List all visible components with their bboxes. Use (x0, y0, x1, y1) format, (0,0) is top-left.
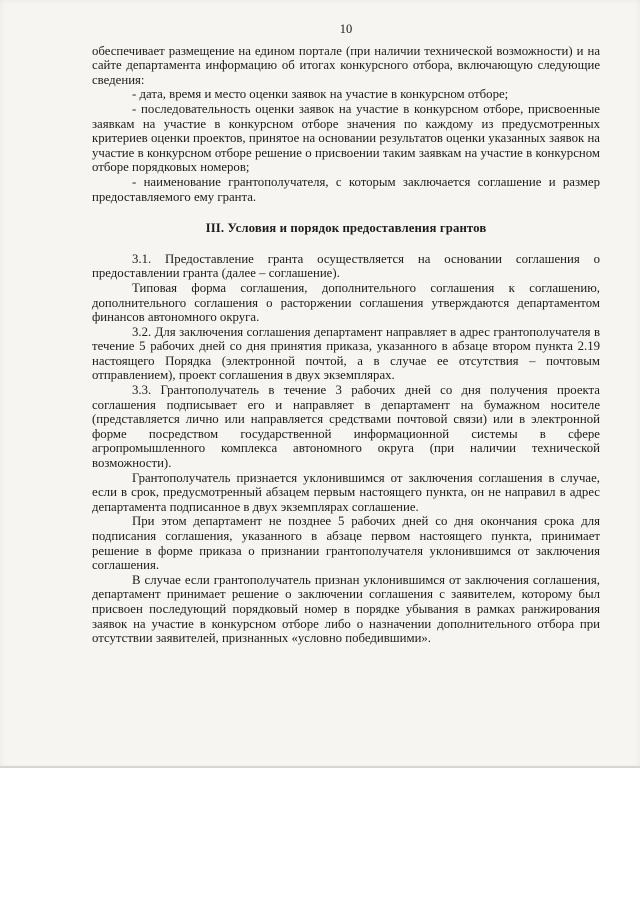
paragraph-evasion: Грантополучатель признается уклонившимся от заключения соглашения в случае, если в срок, предусмотренный абзацем первым настоящего пункта, он не направил в адрес департамента подписанное в двух экземплярах соглашение. (92, 470, 600, 514)
intro-list-item-1: - дата, время и место оценки заявок на участие в конкурсном отборе; (132, 87, 509, 102)
paragraph-3-3: 3.3. Грантополучатель в течение 3 рабочих дней со дня получения проекта соглашения подписывает его и направляет в департамент на бумажном носителе (представляется лично или направляется средствами почтовой связи) или в электронной форме посредством государственной информационной системы в сфере агропромышленного комплекса автономного округа (при наличии технической возможности). (92, 383, 600, 471)
page-number: 10 (339, 22, 353, 36)
paragraph-department-decision: При этом департамент не позднее 5 рабочих дней со дня окончания срока для подписания соглашения, указанного в абзаце первом настоящего пункта, принимает решение в форме приказа о признании грантополучателя уклонившимся от заключения соглашения. (92, 514, 600, 573)
paragraph-standard-form: Типовая форма соглашения, дополнительного соглашения к соглашению, дополнительного соглашения о расторжении соглашения утверждаются департаментом финансов автономного округа. (92, 280, 600, 325)
document-page (92, 22, 600, 646)
section-heading: III. Условия и порядок предоставления грантов (205, 221, 487, 236)
intro-list-item-2: - последовательность оценки заявок на участие в конкурсном отборе, присвоенные заявкам на участие в конкурсном отборе значения по каждому из предусмотренных критериев оценки проектов, принятое на основании результатов оценки указанных заявок на участие в конкурсном отборе решение о присвоении таким заявкам на участие в конкурсном отборе порядковых номеров; (92, 101, 600, 175)
paragraph-next-applicant: В случае если грантополучатель признан уклонившимся от заключения соглашения, департамент принимает решение о заключении соглашения с заявителем, которому был присвоен последующий порядковый номер в порядке убывания в рамках ранжирования заявок на участие в конкурсном отборе либо о назначении дополнительного отбора при отсутствии заявителей, признанных «условно победившими». (92, 572, 600, 646)
intro-list-item-3: - наименование грантополучателя, с которым заключается соглашение и размер предоставляемого ему гранта. (92, 174, 600, 204)
scan-bottom-edge (0, 766, 640, 768)
paragraph-3-2: 3.2. Для заключения соглашения департамент направляет в адрес грантополучателя в течение 5 рабочих дней со дня принятия приказа, указанного в абзаце втором пункта 2.19 настоящего Порядка (электронной почтой, а в случае ее отсутствия – почтовым отправлением), проект соглашения в двух экземплярах. (92, 324, 600, 383)
intro-paragraph: обеспечивает размещение на едином портале (при наличии технической возможности) и на сайте департамента информацию об итогах конкурсного отбора, включающую следующие сведения: (92, 43, 600, 87)
paragraph-3-1: 3.1. Предоставление гранта осуществляется на основании соглашения о предоставлении гранта (далее – соглашение). (92, 251, 600, 281)
